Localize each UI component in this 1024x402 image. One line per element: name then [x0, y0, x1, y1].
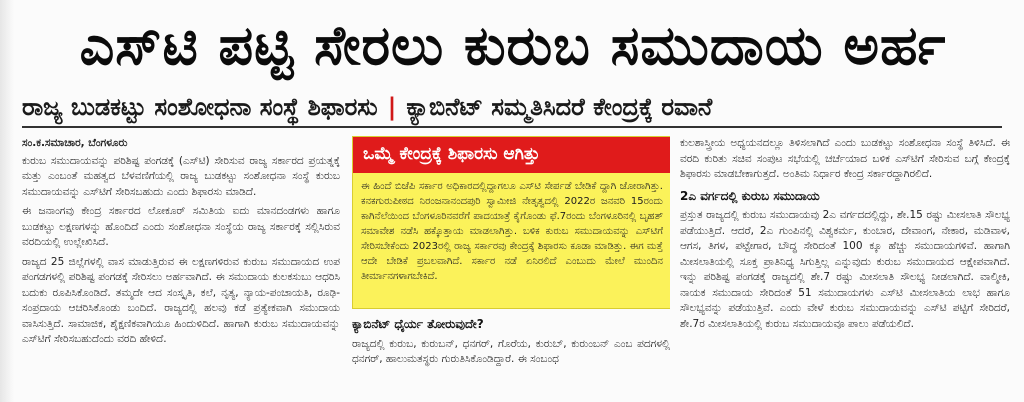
section-subheading: 2ಎ ವರ್ಗದಲ್ಲಿ ಕುರುಬ ಸಮುದಾಯ	[680, 188, 820, 203]
sidebar-box-body: ಈ ಹಿಂದೆ ಬಿಜೆಪಿ ಸರ್ಕಾರ ಅಧಿಕಾರದಲ್ಲಿದ್ದಾಗಲೂ ಎಸ್‌ಟಿ ಸೇರ್ಪಡೆ ಬೇಡಿಕೆ ದ್ದಾಗಿ ಜೋರಾಗಿತ್ತು. ಕನಕಗುರುಪೀಠದ ನಿರಂಜನಾನಂದಪುರಿ ಸ್ವಾಮೀಜಿ ನೇತೃತ್ವದಲ್ಲಿ 2022ರ ಜನವರಿ 15ರಂದು ಕಾಗಿನೆಲೆಯಿಂದ ಬೆಂಗಳೂರಿನವರೆಗೆ ಪಾದಯಾತ್ರೆ ಕೈಗೊಂಡು ಫೆ.7ರಂದು ಬೆಂಗಳೂರಿನಲ್ಲಿ ಬೃಹತ್ ಸಮಾವೇಶ ನಡೆಸಿ ಹಕ್ಕೊತ್ತಾಯ ಮಾಡಲಾಗಿತ್ತು. ಬಳಿಕ ಕುರುಬ ಸಮುದಾಯವನ್ನು ಎಸ್‌ಟಿಗೆ ಸೇರಿಸಬೇಕೆಂದು 2023ರಲ್ಲಿ ರಾಜ್ಯ ಸರ್ಕಾರವು ಕೇಂದ್ರಕ್ಕೆ ಶಿಫಾರಸು ಕೂಡಾ ಮಾಡಿತ್ತು. ಈಗ ಮತ್ತೆ ಆದೇ ಬೇಡಿಕೆ ಪ್ರಬಲವಾಗಿದೆ. ಸರ್ಕಾರ ನಡೆ ಏನಿರಲಿದೆ ಎಂಬುದು ಮೇಲೆ ಮುಂದಿನ ತೀರ್ಮಾನಗಳಾಗಬೇಕಿದೆ.	[361, 181, 663, 282]
article-column-3	[680, 136, 1010, 398]
paragraph: ಪ್ರಸ್ತುತ ರಾಜ್ಯದಲ್ಲಿ ಕುರುಬ ಸಮುದಾಯವು 2ಎ ವರ್ಗದದಲ್ಲಿದ್ದು, ಶೇ.15 ರಷ್ಟು ಮೀಸಲಾತಿ ಸೌಲಭ್ಯ ಪಡೆಯುತ್ತಿದೆ. ಆದರೆ, 2ಎ ಗುಂಪಿನಲ್ಲಿ ವಿಶ್ವಕರ್ಮ, ಕುಂಬಾರ, ದೇವಾಂಗ, ನೇಕಾರ, ಮಡಿವಾಳ, ಆಗಸ, ತಿಗಳ, ಪಟ್ಟೇಗಾರ, ಬೌದ್ಧ ಸೇರಿದಂತೆ 100 ಕ್ಕೂ ಹೆಚ್ಚು ಸಮುದಾಯಗಳಿವೆ. ಹಾಗಾಗಿ ಮೀಸಲಾತಿಯಲ್ಲಿ ಸೂಕ್ತ ಪ್ರಾತಿನಿಧ್ಯ ಸಿಗುತ್ತಿಲ್ಲ ಎನ್ನುವುದು ಕುರುಬ ಸಮುದಾಯದ ಆಕ್ಷೇಪವಾಗಿದೆ. ಇನ್ನು ಪರಿಶಿಷ್ಟ ಪಂಗಡಕ್ಕೆ ರಾಜ್ಯದಲ್ಲಿ ಶೇ.7 ರಷ್ಟು ಮೀಸಲಾತಿ ಸೌಲಭ್ಯ ನೀಡಲಾಗಿದೆ. ವಾಲ್ಮೀಕಿ, ನಾಯಕ ಸಮುದಾಯ ಸೇರಿದಂತೆ 51 ಸಮುದಾಯಗಳು ಎಸ್‌ಟಿ ಮೀಸಲಾತಿಯ ಲಾಭ ಹಾಗೂ ಸೌಲಭ್ಯವನ್ನು ಪಡೆಯುತ್ತಿವೆ. ಎಂದು ವೇಳೆ ಕುರುಬ ಸಮುದಾಯವನ್ನು ಎಸ್‌ಟಿ ಪಟ್ಟಿಗೆ ಸೇರಿದರೆ, ಶೇ.7ರ ಮೀಸಲಾತಿಯಲ್ಲಿ ಕುರುಬ ಸಮುದಾಯವೂ ಪಾಲು ಪಡೆಯಲಿದೆ.	[680, 209, 1010, 330]
paragraph: ರಾಜ್ಯದ 25 ಜಿಲ್ಲೆಗಳಲ್ಲಿ ವಾಸ ಮಾಡುತ್ತಿರುವ ಈ ಲಕ್ಷಣಗಳಿರುವ ಕುರುಬ ಸಮುದಾಯದ ಉಪ ಪಂಗಡಗಳಲ್ಲಿ ಪರಿಶಿಷ್ಟ ಪಂಗಡಕ್ಕೆ ಸೇರಿಸಲು ಅರ್ಹವಾಗಿದೆ. ಈ ಸಮುದಾಯ ಕುಲಕಸುಬು ಆಧರಿಸಿ ಬದುಕು ರೂಪಿಸಿಕೊಂಡಿದೆ. ತಮ್ಮದೇ ಆದ ಸಂಸ್ಕೃತಿ, ಕಲೆ, ನೃತ್ಯ, ನ್ಯಾಯ-ಪಂಚಾಯತಿ, ರೂಢಿ-ಸಂಪ್ರದಾಯ ಆಚರಿಸಿಕೊಂಡು ಬಂದಿದೆ. ರಾಜ್ಯದಲ್ಲಿ ಹಲವು ಕಡೆ ಪ್ರತ್ಯೇಕವಾಗಿ ಸಮುದಾಯ ವಾಸಿಸುತ್ತಿದೆ. ಸಾಮಾಜಿಕ, ಶೈಕ್ಷಣಿಕವಾಗಿಯೂ ಹಿಂದುಳಿದಿದೆ. ಹಾಗಾಗಿ ಕುರುಬ ಸಮುದಾಯವನ್ನು ಎಸ್‌ಟಿಗೆ ಸೇರಿಸಬಹುದೆಂದು ವರದಿ ಹೇಳಿದೆ.	[22, 255, 340, 345]
article-column-1	[22, 136, 340, 398]
paragraph: ಕುರುಬ ಸಮುದಾಯವನ್ನು ಪರಿಶಿಷ್ಟ ಪಂಗಡಕ್ಕೆ (ಎಸ್‌ಟಿ) ಸೇರಿಸುವ ರಾಜ್ಯ ಸರ್ಕಾರದ ಪ್ರಯತ್ನಕ್ಕೆ ಮತ್ತು ಎಂಬಂತೆ ಮಹತ್ವದ ಬೆಳವಣಿಗೆಯಲ್ಲಿ ರಾಜ್ಯ ಬುಡಕಟ್ಟು ಸಂಶೋಧನಾ ಸಂಸ್ಥೆ ಕುರುಬ ಸಮುದಾಯವನ್ನು ಎಸ್‌ಟಿಗೆ ಸೇರಿಸಬಹುದು ಎಂದು ಶಿಫಾರಸು ಮಾಡಿದೆ.	[22, 154, 340, 198]
paragraph: ಈ ಜನಾಂಗವು ಕೇಂದ್ರ ಸರ್ಕಾರದ ಲೋಕೂರ್ ಸಮಿತಿಯ ಐದು ಮಾನದಂಡಗಳು ಹಾಗೂ ಬುಡಕಟ್ಟು ಲಕ್ಷಣಗಳನ್ನು ಹೊಂದಿದೆ ಎಂದು ಸಂಶೋಧನಾ ಸಂಸ್ಥೆಯ ರಾಜ್ಯ ಸರ್ಕಾರಕ್ಕೆ ಸಲ್ಲಿಸಿರುವ ವರದಿಯಲ್ಲಿ ಉಲ್ಲೇಖಿಸಿದೆ.	[22, 205, 340, 248]
sidebar-box-heading: ಒಮ್ಮೆ ಕೇಂದ್ರಕ್ಕೆ ಶಿಫಾರಸು ಆಗಿತ್ತು	[353, 137, 670, 173]
page-edge-shadow	[0, 0, 14, 402]
subheadline-left: ರಾಜ್ಯ ಬುಡಕಟ್ಟು ಸಂಶೋಧನಾ ಸಂಸ್ಥೆ ಶಿಫಾರಸು	[22, 93, 378, 121]
paragraph: ಕುಲಶಾಸ್ತ್ರೀಯ ಅಧ್ಯಯನದಲ್ಲೂ ತಿಳಿಸಲಾಗಿದೆ ಎಂದು ಬುಡಕಟ್ಟು ಸಂಶೋಧನಾ ಸಂಸ್ಥೆ ತಿಳಿಸಿದೆ. ಈ ವರದಿ ಕುರಿತು ಸಚಿವ ಸಂಪುಟ ಸಭೆಯಲ್ಲಿ ಚರ್ಚೆಯಾದ ಬಳಿಕ ಎಸ್‌ಟಿಗೆ ಸೇರಿಸುವ ಬಗ್ಗೆ ಕೇಂದ್ರಕ್ಕೆ ಶಿಫಾರಸು ಮಾಡಬೇಕಾಗುತ್ತದೆ. ಅಂತಿಮ ನಿರ್ಧಾರ ಕೇಂದ್ರ ಸರ್ಕಾರದ್ದಾಗಿರಲಿದೆ.	[680, 137, 1010, 180]
section-subheading: ಕ್ಯಾಬಿನೆಟ್ ಧೈರ್ಯ ತೋರುವುದೇ?	[352, 317, 484, 331]
headline: ಎಸ್‌ಟಿ ಪಟ್ಟಿ ಸೇರಲು ಕುರುಬ ಸಮುದಾಯ ಅರ್ಹ	[79, 14, 947, 77]
subheadline	[22, 88, 1002, 128]
sidebar-box	[352, 136, 670, 309]
subheadline-right: ಕ್ಯಾಬಿನೆಟ್ ಸಮ್ಮತಿಸಿದರೆ ಕೇಂದ್ರಕ್ಕೆ ರವಾನೆ	[406, 93, 713, 121]
article-column-2	[352, 136, 670, 398]
byline: ಸಂ.ಕ.ಸಮಾಚಾರ, ಬೆಂಗಳೂರು	[22, 137, 128, 149]
paragraph: ರಾಜ್ಯದಲ್ಲಿ ಕುರುಬ, ಕುರುಬನ್, ಧನಗರ್, ಗೊರೆಯ, ಕುರುಬ್, ಕುರುಂಬನ್ ಎಂಬ ಪದಗಳಲ್ಲಿ ಧನಗರ್, ಹಾಲುಮತಸ್ಥರು ಗುರುತಿಸಿಕೊಂಡಿದ್ದಾರೆ. ಈ ಸಂಬಂಧ	[352, 337, 670, 365]
subheadline-separator: |	[387, 93, 397, 121]
